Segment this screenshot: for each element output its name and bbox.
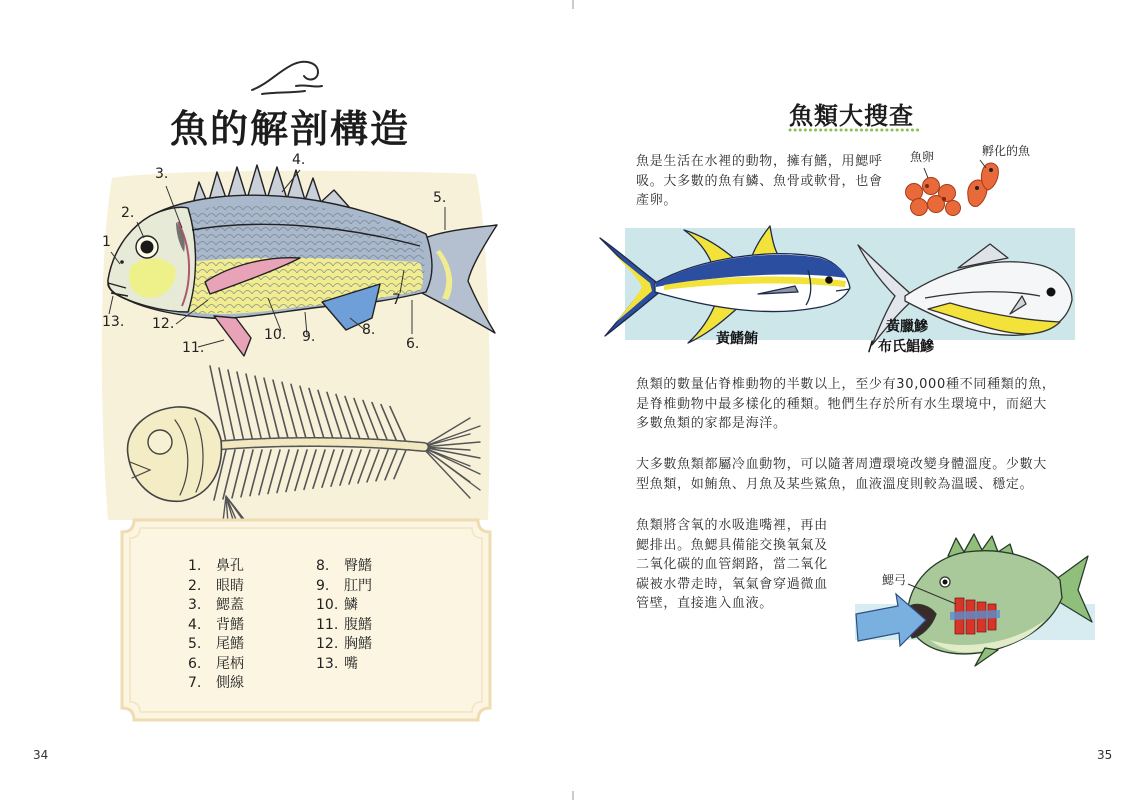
- diagram-label-dorsal-fin: 4.: [292, 152, 306, 168]
- legend-item: [188, 634, 244, 654]
- legend-name: 鼻孔: [216, 558, 244, 574]
- legend-name: 尾柄: [216, 655, 244, 672]
- legend-number: 9.: [316, 577, 330, 594]
- tuna-name-label: 黃鰭鮪: [716, 331, 758, 347]
- legend-item: [188, 576, 244, 596]
- gill-fish-pupil: [943, 580, 948, 585]
- legend-name: 臀鰭: [344, 558, 372, 574]
- legend-name: 尾鰭: [216, 636, 244, 652]
- legend-name: 眼睛: [216, 577, 244, 594]
- legend-item: [188, 654, 244, 674]
- legend-name: 鰓蓋: [216, 597, 244, 613]
- diagram-label-anal-fin: 8.: [362, 322, 376, 338]
- diversity-paragraph: [636, 375, 1056, 434]
- legend-name: 胸鰭: [344, 636, 372, 652]
- text-line: 管壁，直接進入血液。: [636, 596, 774, 612]
- legend-number: 4.: [188, 616, 202, 633]
- diagram-label-gill-cover: 3.: [155, 166, 169, 182]
- section-title: 魚類大搜查: [789, 102, 914, 130]
- legend-name: 側線: [216, 675, 244, 691]
- diagram-label-caudal-peduncle: 6.: [406, 336, 420, 352]
- tuna-eye: [825, 276, 833, 284]
- text-line: 鰓排出。魚鰓具備能交換氧氣及: [636, 537, 828, 553]
- legend-name: 肛門: [344, 577, 372, 594]
- text-line: 產卵。: [636, 193, 678, 209]
- text-line: 二氧化碳的血管網路，當二氧化: [636, 557, 828, 573]
- text-line: 大多數魚類都屬冷血動物，可以隨著周遭環境改變身體溫度。少數大: [636, 457, 1048, 472]
- legend-name: 嘴: [344, 655, 358, 672]
- legend-frame-outer: [122, 520, 490, 720]
- temperature-paragraph: [636, 455, 1047, 494]
- text-line: 碳被水帶走時，氧氣會穿過微血: [636, 576, 828, 592]
- legend-item: [188, 595, 244, 615]
- breathing-paragraph: [636, 516, 828, 614]
- legend-item: [316, 556, 372, 576]
- diagram-label-lateral-line: 7: [392, 292, 401, 308]
- diagram-label-nostril: 1: [102, 234, 111, 250]
- legend-number: 8.: [316, 558, 330, 574]
- intro-paragraph: [636, 152, 883, 211]
- legend-name: 鱗: [344, 597, 358, 613]
- legend-item: [188, 556, 244, 576]
- diagram-label-pectoral-fin: 12.: [152, 316, 175, 332]
- diagram-label-pelvic-fin: 11.: [182, 340, 205, 356]
- nostril: [120, 260, 124, 264]
- legend-number: 6.: [188, 655, 202, 672]
- pompano-eye: [1047, 288, 1056, 297]
- legend-item: [188, 615, 244, 635]
- diagram-label-eye: 2.: [121, 205, 135, 221]
- diagram-label-mouth: 13.: [102, 314, 125, 330]
- legend-number: 3.: [188, 597, 202, 613]
- pompano-alt-name-label: / 布氏鯧鰺: [868, 339, 934, 355]
- legend-item: [316, 654, 358, 674]
- legend-number: 7.: [188, 675, 202, 691]
- text-line: 魚是生活在水裡的動物，擁有鰭，用鰓呼: [636, 154, 883, 169]
- hatched-fish-label: 孵化的魚: [982, 144, 1031, 158]
- legend-number: 5.: [188, 636, 202, 652]
- page-number-left: 34: [33, 748, 49, 762]
- legend-item: [188, 673, 244, 693]
- text-line: 是脊椎動物中最多樣化的種類。牠們生存於所有水生環境中，而絕大: [636, 396, 1048, 412]
- legend-number: 13.: [316, 655, 339, 672]
- skull-eye-socket: [148, 430, 172, 454]
- diagram-label-anus: 9.: [302, 329, 316, 345]
- wave-icon: [252, 62, 322, 94]
- legend-item: [316, 595, 358, 615]
- diagram-label-scales: 10.: [264, 327, 287, 343]
- legend-number: 2.: [188, 577, 202, 594]
- fish-eggs-label: 魚卵: [910, 150, 935, 164]
- legend-name: 腹鰭: [344, 616, 372, 633]
- legend-item: [316, 576, 372, 596]
- text-line: 魚類的數量佔脊椎動物的半數以上，至少有30,000種不同種類的魚，: [636, 377, 1056, 392]
- page-title: 魚的解剖構造: [170, 107, 411, 151]
- legend-number: 12.: [316, 636, 339, 652]
- diagram-label-tail-fin: 5.: [433, 190, 447, 206]
- text-line: 吸。大多數的魚有鱗、魚骨或軟骨，也會: [636, 173, 883, 189]
- eye: [141, 241, 154, 254]
- gill-arch-label: 鰓弓: [882, 573, 907, 587]
- pompano-name-label: 黃臘鰺: [886, 319, 928, 335]
- legend-number: 11.: [316, 616, 339, 633]
- gill-fish-illustration: [908, 534, 1092, 666]
- legend-number: 10.: [316, 597, 339, 613]
- legend-name: 背鰭: [216, 616, 244, 633]
- legend-number: 1.: [188, 558, 202, 574]
- hatched-fish-illustration: [968, 163, 999, 206]
- text-line: 型魚類，如鮪魚、月魚及某些鯊魚，血液溫度則較為溫暖、穩定。: [636, 476, 1034, 492]
- text-line: 魚類將含氧的水吸進嘴裡，再由: [636, 518, 828, 533]
- page-number-right: 35: [1097, 748, 1113, 762]
- legend-item: [316, 615, 372, 635]
- legend-item: [316, 634, 372, 654]
- legend-frame: [122, 520, 490, 720]
- text-line: 多數魚類的家都是海洋。: [636, 416, 787, 432]
- fish-eggs-illustration: [906, 178, 961, 216]
